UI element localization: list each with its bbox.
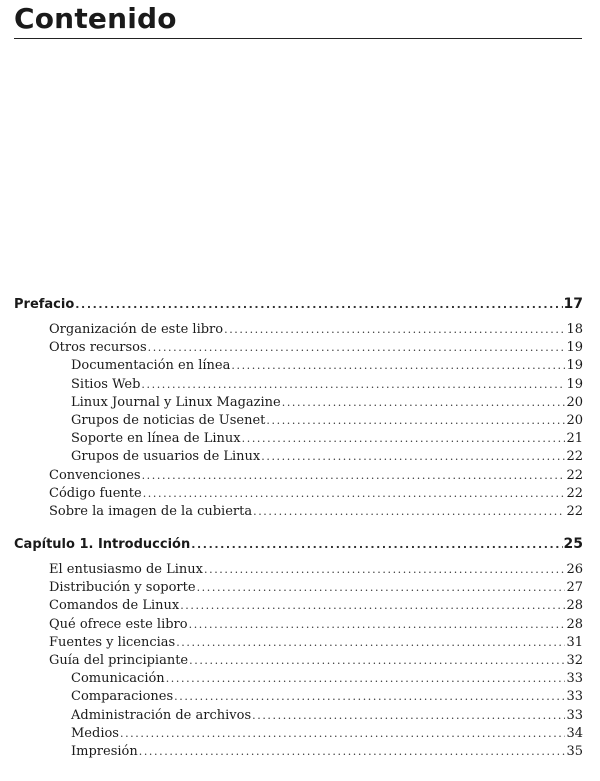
toc-subentry[interactable] bbox=[14, 357, 583, 375]
toc-entry-title: Otros recursos bbox=[49, 340, 147, 356]
toc-entry-title: Sitios Web bbox=[71, 376, 141, 392]
toc-section-prefacio bbox=[14, 293, 583, 521]
toc-entry-page: 20 bbox=[566, 394, 583, 410]
toc-entry-page: 19 bbox=[566, 340, 583, 356]
toc-subentry[interactable] bbox=[14, 743, 583, 761]
dot-leader bbox=[142, 467, 566, 485]
toc-entry-title: Soporte en línea de Linux bbox=[71, 431, 241, 447]
toc-entry-page: 33 bbox=[566, 689, 583, 705]
toc-entry-page: 35 bbox=[566, 743, 583, 759]
title-rule bbox=[14, 38, 582, 39]
toc-entry-page: 22 bbox=[566, 467, 583, 483]
toc-entry-title: Distribución y soporte bbox=[49, 580, 196, 596]
toc-subentry[interactable] bbox=[14, 394, 583, 412]
dot-leader bbox=[75, 294, 562, 315]
toc-entry-page: 34 bbox=[566, 725, 583, 741]
dot-leader bbox=[231, 357, 565, 375]
dot-leader bbox=[176, 634, 565, 652]
toc-entry[interactable] bbox=[14, 467, 583, 485]
toc-entry-title: El entusiasmo de Linux bbox=[49, 562, 203, 578]
dot-leader bbox=[252, 707, 565, 725]
toc-entry-title: Linux Journal y Linux Magazine bbox=[71, 394, 281, 410]
dot-leader bbox=[139, 743, 566, 761]
toc-subentry[interactable] bbox=[14, 725, 583, 743]
toc-entry-page: 33 bbox=[566, 671, 583, 687]
toc-subentry[interactable] bbox=[14, 707, 583, 725]
table-of-contents bbox=[14, 293, 583, 761]
dot-leader bbox=[166, 670, 566, 688]
dot-leader bbox=[180, 597, 565, 615]
toc-chapter-title: Capítulo 1. Introducción bbox=[14, 537, 191, 553]
toc-entry[interactable] bbox=[14, 339, 583, 357]
dot-leader bbox=[282, 394, 566, 412]
toc-entry-title: Comunicación bbox=[71, 671, 165, 687]
toc-chapter-entry[interactable] bbox=[14, 293, 583, 315]
toc-entry[interactable] bbox=[14, 579, 583, 597]
toc-entry-title: Medios bbox=[71, 725, 119, 741]
dot-leader bbox=[266, 412, 565, 430]
toc-entry-title: Comparaciones bbox=[71, 689, 174, 705]
toc-entry[interactable] bbox=[14, 634, 583, 652]
dot-leader bbox=[242, 430, 566, 448]
toc-entry-title: Sobre la imagen de la cubierta bbox=[49, 503, 253, 519]
dot-leader bbox=[189, 616, 566, 634]
toc-entry-page: 20 bbox=[566, 412, 583, 428]
toc-entry-page: 19 bbox=[566, 358, 583, 374]
toc-subentry[interactable] bbox=[14, 430, 583, 448]
toc-entry-page: 28 bbox=[566, 598, 583, 614]
toc-entry-title: Administración de archivos bbox=[71, 707, 252, 723]
toc-entry[interactable] bbox=[14, 503, 583, 521]
toc-entry-page: 22 bbox=[566, 485, 583, 501]
toc-entry-title: Organización de este libro bbox=[49, 322, 224, 337]
toc-entry-page: 21 bbox=[566, 431, 583, 447]
toc-entry-page: 22 bbox=[566, 503, 583, 519]
toc-entry[interactable] bbox=[14, 485, 583, 503]
dot-leader bbox=[120, 725, 565, 743]
toc-subentry[interactable] bbox=[14, 376, 583, 394]
dot-leader bbox=[141, 376, 565, 394]
toc-subentry[interactable] bbox=[14, 412, 583, 430]
dot-leader bbox=[261, 448, 565, 466]
toc-entry-page: 27 bbox=[566, 580, 583, 596]
toc-chapter-entry[interactable] bbox=[14, 533, 583, 555]
toc-chapter-title: Prefacio bbox=[14, 297, 75, 312]
toc-subentry[interactable] bbox=[14, 670, 583, 688]
toc-chapter-page: 17 bbox=[563, 296, 583, 312]
toc-entry-page: 26 bbox=[566, 562, 583, 578]
toc-entry[interactable] bbox=[14, 561, 583, 579]
toc-entry[interactable] bbox=[14, 652, 583, 670]
toc-entry[interactable] bbox=[14, 321, 583, 339]
dot-leader bbox=[204, 561, 565, 579]
toc-entry[interactable] bbox=[14, 616, 583, 634]
page-title: Contenido bbox=[14, 2, 177, 35]
dot-leader bbox=[197, 579, 566, 597]
toc-entry-title: Comandos de Linux bbox=[49, 598, 180, 614]
dot-leader bbox=[143, 485, 566, 503]
toc-entry-title: Documentación en línea bbox=[71, 358, 231, 374]
dot-leader bbox=[253, 503, 565, 521]
toc-entry-page: 32 bbox=[566, 653, 583, 668]
toc-entry-title: Qué ofrece este libro bbox=[49, 616, 188, 632]
dot-leader bbox=[174, 688, 565, 706]
dot-leader bbox=[224, 321, 565, 339]
toc-entry-page: 33 bbox=[566, 707, 583, 723]
dot-leader bbox=[148, 339, 566, 357]
toc-chapter-page: 25 bbox=[563, 536, 583, 553]
toc-entry-title: Convenciones bbox=[49, 467, 141, 483]
toc-entry-title: Guía del principiante bbox=[49, 653, 189, 668]
dot-leader bbox=[189, 652, 565, 670]
toc-entry-title: Grupos de usuarios de Linux bbox=[71, 449, 261, 465]
toc-entry[interactable] bbox=[14, 597, 583, 615]
toc-entry-page: 31 bbox=[566, 634, 583, 650]
toc-entry-title: Grupos de noticias de Usenet bbox=[71, 412, 266, 428]
toc-entry-page: 18 bbox=[566, 322, 583, 337]
toc-section-capitulo-1 bbox=[14, 533, 583, 761]
toc-entry-title: Código fuente bbox=[49, 485, 142, 501]
toc-entry-title: Fuentes y licencias bbox=[49, 634, 176, 650]
toc-entry-page: 19 bbox=[566, 376, 583, 392]
toc-entry-title: Impresión bbox=[71, 743, 138, 759]
dot-leader bbox=[191, 534, 562, 555]
toc-subentry[interactable] bbox=[14, 448, 583, 466]
toc-entry-page: 22 bbox=[566, 449, 583, 465]
toc-entry-page: 28 bbox=[566, 616, 583, 632]
toc-subentry[interactable] bbox=[14, 688, 583, 706]
